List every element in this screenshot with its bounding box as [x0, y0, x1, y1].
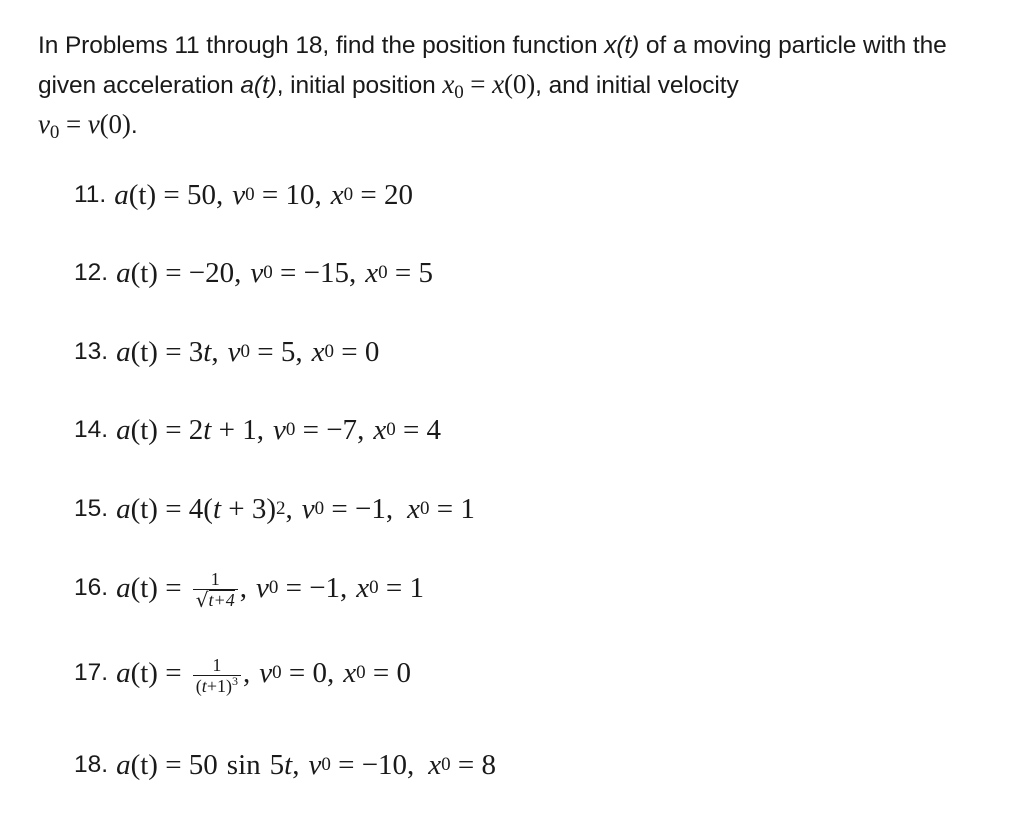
accel-arg: (t): [128, 178, 157, 211]
problem-16: [74, 563, 424, 613]
comma: ,: [385, 492, 394, 525]
equals: =: [450, 748, 482, 781]
intro-v0-symbol: v: [38, 109, 50, 139]
problem-number: 13.: [74, 338, 109, 365]
accel-symbol: a: [116, 492, 131, 525]
problem-13: [74, 327, 379, 377]
problem-instructions: [38, 26, 1008, 145]
accel-symbol: a: [116, 413, 131, 446]
intro-x0-symbol: x: [442, 69, 455, 99]
problem-12: [74, 248, 433, 298]
x0-symbol: x: [343, 656, 357, 689]
problem-expression: a (t) = −20 , v 0 = −15 , x 0 = 5: [116, 256, 433, 289]
v0-value: 0: [312, 656, 327, 689]
v0-symbol: v: [232, 178, 246, 211]
den-variable: t: [201, 675, 207, 696]
accel-variable: t: [212, 492, 222, 525]
problem-number: 11.: [74, 181, 107, 208]
accel-arg-coefficient: 5: [269, 748, 285, 781]
equals: =: [157, 413, 189, 446]
accel-coefficient: 3: [188, 335, 204, 368]
v0-symbol: v: [259, 656, 273, 689]
x0-value: 1: [409, 571, 425, 604]
accel-arg: (t): [130, 656, 158, 689]
x0-symbol: x: [311, 335, 325, 368]
accel-arg: (t): [130, 413, 158, 446]
problem-expression: a (t) = 4( t + 3) 2 , v 0 = −1 , x 0 = 1: [116, 492, 475, 525]
intro-x-of-t: x(t): [604, 32, 640, 59]
x0-value: 1: [460, 492, 475, 525]
intro-text-3: , initial position: [276, 72, 443, 99]
problem-expression: a (t) = 3 t , v 0 = 5 , x 0 = 0: [116, 335, 380, 368]
intro-v0-subscript: 0: [49, 122, 60, 143]
x0-symbol: x: [373, 413, 387, 446]
comma: ,: [215, 178, 224, 211]
accel-prefix: 4(: [188, 492, 213, 525]
accel-symbol: a: [116, 571, 131, 604]
v0-symbol: v: [255, 571, 269, 604]
problem-11: [74, 170, 413, 220]
comma: ,: [340, 571, 348, 604]
v0-value: −7: [326, 413, 358, 446]
den-rest: +1): [206, 675, 232, 696]
intro-x0-def-var: x: [492, 69, 504, 99]
equals: =: [324, 492, 356, 525]
intro-x0-equals: =: [463, 69, 493, 99]
v0-value: 10: [285, 178, 315, 211]
equals: =: [365, 656, 397, 689]
problem-14: [74, 405, 441, 455]
x0-value: 4: [426, 413, 442, 446]
fraction-numerator: 1: [212, 654, 222, 675]
accel-value: 50: [186, 178, 216, 211]
accel-variable: t: [284, 748, 293, 781]
problem-expression: a (t) = 2 t + 1 , v 0 = −7 , x 0 = 4: [116, 413, 442, 446]
equals: =: [353, 178, 384, 211]
accel-arg: (t): [130, 571, 158, 604]
equals: =: [395, 413, 427, 446]
accel-coefficient: 50: [188, 748, 218, 781]
intro-v0-def-arg: (0): [99, 109, 131, 139]
square-root: [196, 590, 235, 610]
problem-number: 14.: [74, 416, 109, 443]
equals: =: [378, 571, 410, 604]
accel-coefficient: 2: [188, 413, 204, 446]
problem-expression: a (t) = 50 , v 0 = 10 , x 0 = 20: [114, 178, 413, 211]
problem-number: 15.: [74, 495, 109, 522]
problem-17: [74, 648, 411, 698]
accel-fraction: [193, 655, 241, 696]
x0-symbol: x: [330, 178, 344, 211]
problem-number: 18.: [74, 751, 109, 778]
v0-symbol: v: [227, 335, 241, 368]
intro-text-4: , and initial velocity: [535, 72, 739, 99]
comma: ,: [292, 748, 300, 781]
comma: ,: [326, 656, 335, 689]
comma: ,: [349, 256, 357, 289]
equals: =: [157, 571, 189, 604]
equals: =: [156, 178, 187, 211]
v0-symbol: v: [272, 413, 286, 446]
comma: ,: [239, 571, 247, 604]
v0-value: −10: [361, 748, 408, 781]
intro-a-of-t: a(t): [240, 72, 277, 99]
equals: =: [157, 748, 189, 781]
accel-symbol: a: [114, 178, 129, 211]
comma: ,: [211, 335, 219, 368]
v0-symbol: v: [250, 256, 264, 289]
problem-15: [74, 484, 475, 534]
v0-symbol: v: [308, 748, 322, 781]
x0-symbol: x: [428, 748, 442, 781]
x0-symbol: x: [365, 256, 379, 289]
x0-symbol: x: [356, 571, 370, 604]
intro-text-2: of a moving particle with the given acceleration: [38, 32, 947, 99]
problem-number: 17.: [74, 659, 109, 686]
equals: =: [387, 256, 419, 289]
fraction-denominator: [193, 675, 241, 696]
accel-arg: (t): [130, 492, 158, 525]
equals: =: [281, 656, 313, 689]
den-open-paren: (: [195, 675, 202, 696]
equals: =: [157, 335, 189, 368]
v0-value: −1: [355, 492, 386, 525]
equals: =: [429, 492, 461, 525]
intro-x0-def-arg: (0): [503, 69, 536, 99]
accel-arg: (t): [130, 256, 158, 289]
problem-number: 16.: [74, 574, 109, 601]
accel-suffix: + 3): [221, 492, 277, 525]
accel-function: sin: [226, 748, 261, 781]
comma: ,: [295, 335, 303, 368]
accel-symbol: a: [116, 748, 131, 781]
problem-18: [74, 740, 496, 790]
x0-value: 20: [383, 178, 413, 211]
accel-variable: t: [203, 413, 212, 446]
comma: ,: [407, 748, 415, 781]
equals: =: [254, 178, 286, 211]
comma: ,: [242, 656, 251, 689]
accel-arg: (t): [130, 335, 158, 368]
accel-symbol: a: [116, 256, 131, 289]
x0-value: 8: [481, 748, 497, 781]
intro-x0-subscript: 0: [454, 82, 464, 103]
equals: =: [272, 256, 304, 289]
problem-expression: a (t) = $\frac{1}{(t+1)^3}$ , v 0 = 0 , x 0 = 0: [116, 654, 411, 696]
fraction-numerator: 1: [210, 569, 220, 589]
problem-expression: a (t) = 50 sin 5 t , v 0 = −10 , x 0 = 8: [116, 748, 497, 781]
radicand: t+4: [208, 590, 235, 610]
problem-number: 12.: [74, 259, 109, 286]
accel-value: −20: [188, 256, 235, 289]
comma: ,: [285, 492, 293, 525]
equals: =: [330, 748, 362, 781]
den-exponent: 3: [231, 673, 238, 688]
comma: ,: [314, 178, 322, 211]
intro-text-1: In Problems 11 through 18, find the position function: [38, 32, 605, 59]
accel-symbol: a: [116, 335, 131, 368]
equals: =: [333, 335, 365, 368]
equals: =: [249, 335, 281, 368]
intro-v0-def-var: v: [87, 109, 100, 139]
accel-fraction: [193, 569, 238, 611]
v0-value: −15: [303, 256, 349, 289]
problem-expression: a (t) = 1 √ t+4 , v 0 = −1 , x 0 = 1: [116, 569, 425, 612]
intro-period: .: [130, 112, 138, 139]
radical-sign-icon: √: [195, 588, 209, 612]
accel-variable: t: [203, 335, 212, 368]
equals: =: [278, 571, 310, 604]
comma: ,: [234, 256, 242, 289]
fraction-denominator: [193, 589, 238, 611]
equals: =: [157, 256, 189, 289]
x0-value: 0: [396, 656, 411, 689]
comma: ,: [357, 413, 365, 446]
accel-symbol: a: [116, 656, 131, 689]
accel-arg: (t): [130, 748, 158, 781]
equals: =: [157, 656, 189, 689]
comma: ,: [256, 413, 264, 446]
equals: =: [157, 492, 189, 525]
intro-v0-equals: =: [59, 109, 88, 139]
x0-symbol: x: [407, 492, 421, 525]
accel-rest: + 1: [211, 413, 257, 446]
x0-value: 0: [364, 335, 380, 368]
v0-value: 5: [280, 335, 296, 368]
equals: =: [295, 413, 327, 446]
v0-value: −1: [309, 571, 341, 604]
x0-value: 5: [418, 256, 433, 289]
v0-symbol: v: [301, 492, 315, 525]
